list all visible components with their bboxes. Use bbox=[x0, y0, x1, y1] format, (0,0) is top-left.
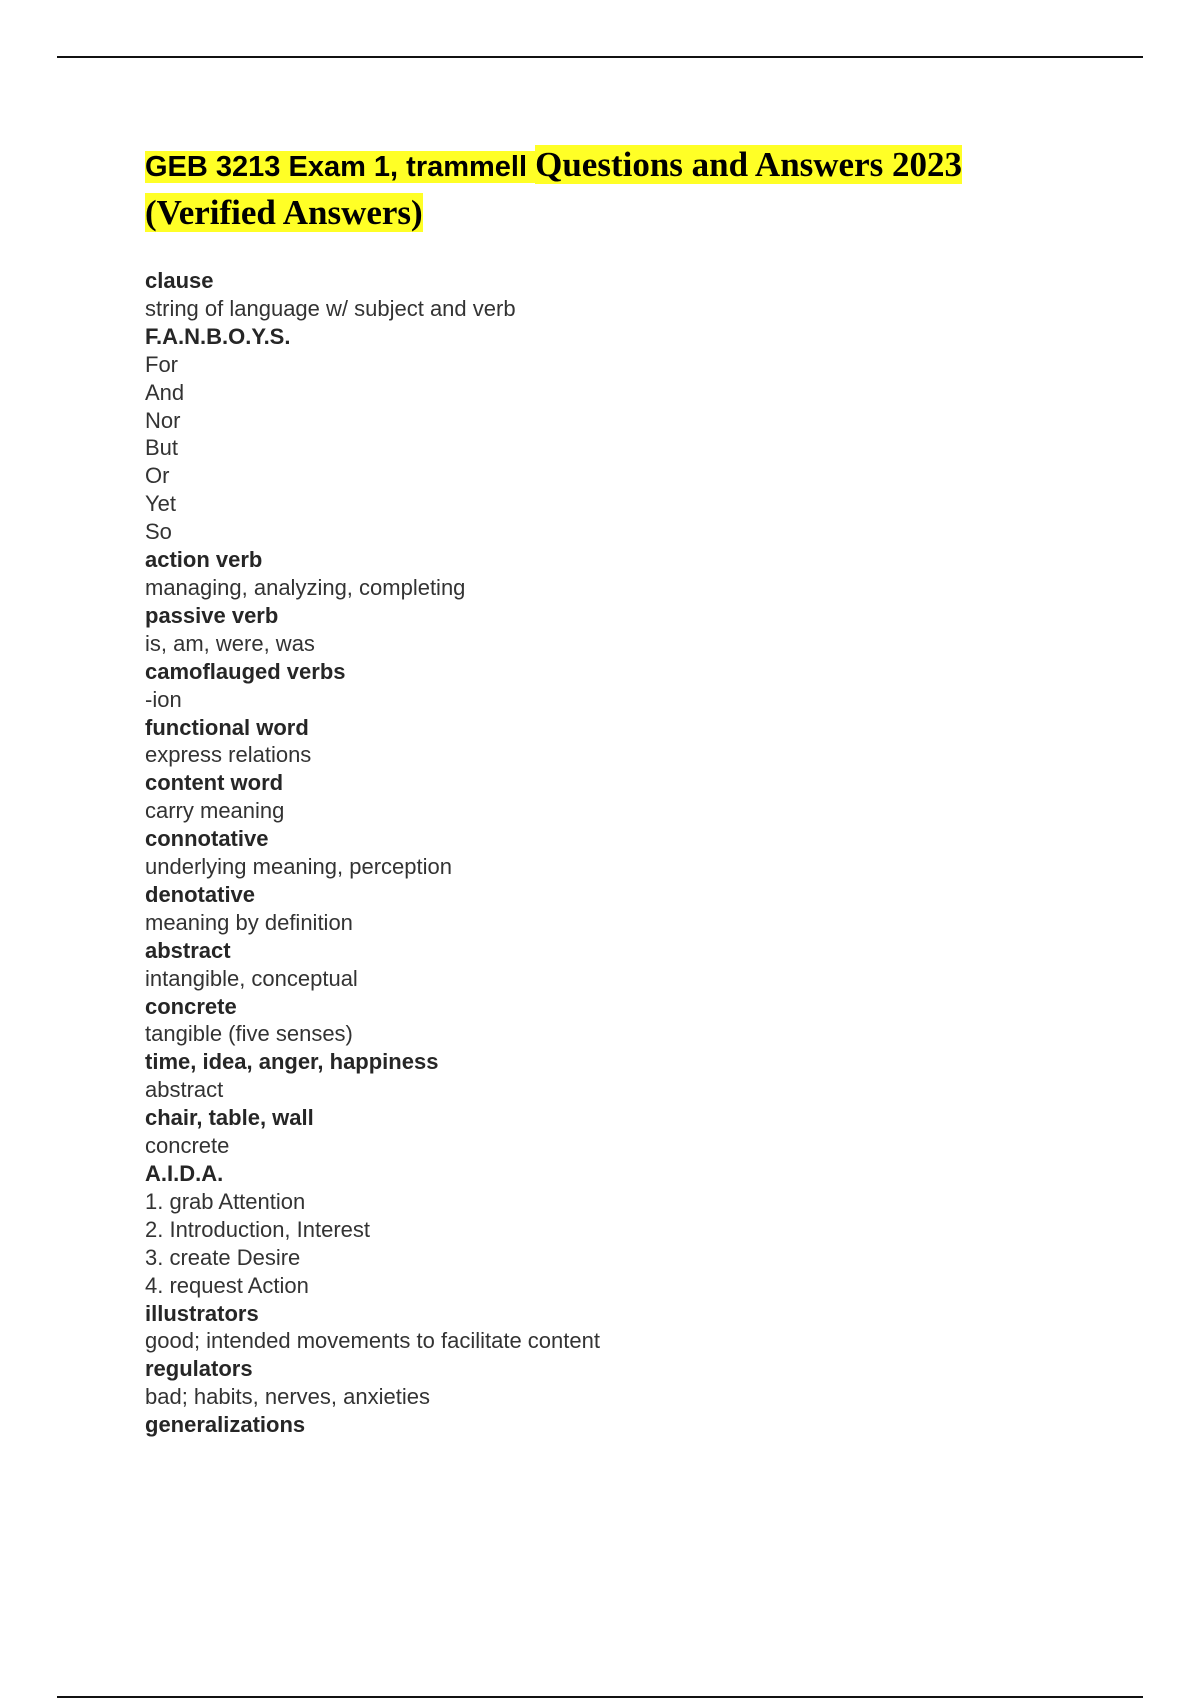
card-term: illustrators bbox=[145, 1300, 259, 1326]
card-term: connotative bbox=[145, 826, 269, 852]
card-definition-line: managing, analyzing, completing bbox=[145, 574, 466, 600]
card-definition-line: bad; habits, nerves, anxieties bbox=[145, 1384, 430, 1410]
flashcard bbox=[145, 825, 1045, 881]
flashcard bbox=[145, 881, 1045, 937]
flashcard bbox=[145, 1355, 1045, 1411]
card-term: passive verb bbox=[145, 602, 279, 628]
card-definition-line: tangible (five senses) bbox=[145, 1021, 353, 1047]
card-term: action verb bbox=[145, 547, 263, 573]
card-definition-line: express relations bbox=[145, 742, 312, 768]
document-title bbox=[145, 142, 1045, 236]
card-definition-line: Nor bbox=[145, 407, 181, 433]
flashcard bbox=[145, 267, 1045, 323]
card-definition-line: good; intended movements to facilitate content bbox=[145, 1328, 600, 1354]
card-definition-line: string of language w/ subject and verb bbox=[145, 295, 516, 321]
card-definition-line: 2. Introduction, Interest bbox=[145, 1216, 371, 1242]
card-definition-line: -ion bbox=[145, 686, 182, 712]
top-rule bbox=[57, 56, 1143, 58]
flashcard bbox=[145, 1104, 1045, 1160]
card-definition-line: So bbox=[145, 519, 172, 545]
card-definition-line: Or bbox=[145, 463, 170, 489]
card-definition-line: But bbox=[145, 435, 179, 461]
card-term: A.I.D.A. bbox=[145, 1161, 224, 1186]
flashcard bbox=[145, 1048, 1045, 1104]
card-definition-line: meaning by definition bbox=[145, 909, 353, 935]
card-term: chair, table, wall bbox=[145, 1105, 314, 1131]
card-term: abstract bbox=[145, 937, 231, 963]
flashcard bbox=[145, 937, 1045, 993]
card-term: generalizations bbox=[145, 1412, 306, 1438]
card-definition-line: concrete bbox=[145, 1133, 230, 1159]
card-definition-line: is, am, were, was bbox=[145, 630, 315, 656]
card-term: regulators bbox=[145, 1356, 253, 1382]
flashcard bbox=[145, 323, 1045, 546]
flashcard bbox=[145, 546, 1045, 602]
card-definition-line: carry meaning bbox=[145, 798, 285, 824]
flashcard bbox=[145, 1160, 1045, 1300]
card-term: denotative bbox=[145, 881, 256, 907]
card-term: camoflauged verbs bbox=[145, 658, 346, 684]
card-definition-line: And bbox=[145, 379, 185, 405]
card-definition-line: Yet bbox=[145, 491, 177, 517]
card-term: functional word bbox=[145, 714, 309, 740]
card-definition-line: 3. create Desire bbox=[145, 1244, 301, 1270]
card-definition-line: 1. grab Attention bbox=[145, 1188, 306, 1214]
flashcard bbox=[145, 602, 1045, 658]
flashcard bbox=[145, 769, 1045, 825]
title-course: GEB 3213 Exam 1, trammell bbox=[145, 151, 536, 183]
flashcard bbox=[145, 714, 1045, 770]
card-term: time, idea, anger, happiness bbox=[145, 1049, 439, 1075]
flashcard bbox=[145, 658, 1045, 714]
title-subtitle: Questions and Answers 2023 (Verified Answers) bbox=[145, 145, 962, 232]
flashcard-list bbox=[145, 267, 1045, 1439]
card-term: content word bbox=[145, 770, 284, 796]
flashcard bbox=[145, 1300, 1045, 1356]
flashcard bbox=[145, 993, 1045, 1049]
card-definition-line: underlying meaning, perception bbox=[145, 854, 452, 880]
flashcard bbox=[145, 1411, 1045, 1439]
card-term: clause bbox=[145, 268, 214, 293]
card-term: concrete bbox=[145, 993, 237, 1019]
card-definition-line: abstract bbox=[145, 1077, 224, 1103]
card-definition-line: intangible, conceptual bbox=[145, 965, 358, 991]
bottom-rule bbox=[57, 1696, 1143, 1698]
card-definition-line: 4. request Action bbox=[145, 1272, 309, 1298]
card-term: F.A.N.B.O.Y.S. bbox=[145, 323, 291, 349]
card-definition-line: For bbox=[145, 351, 178, 377]
